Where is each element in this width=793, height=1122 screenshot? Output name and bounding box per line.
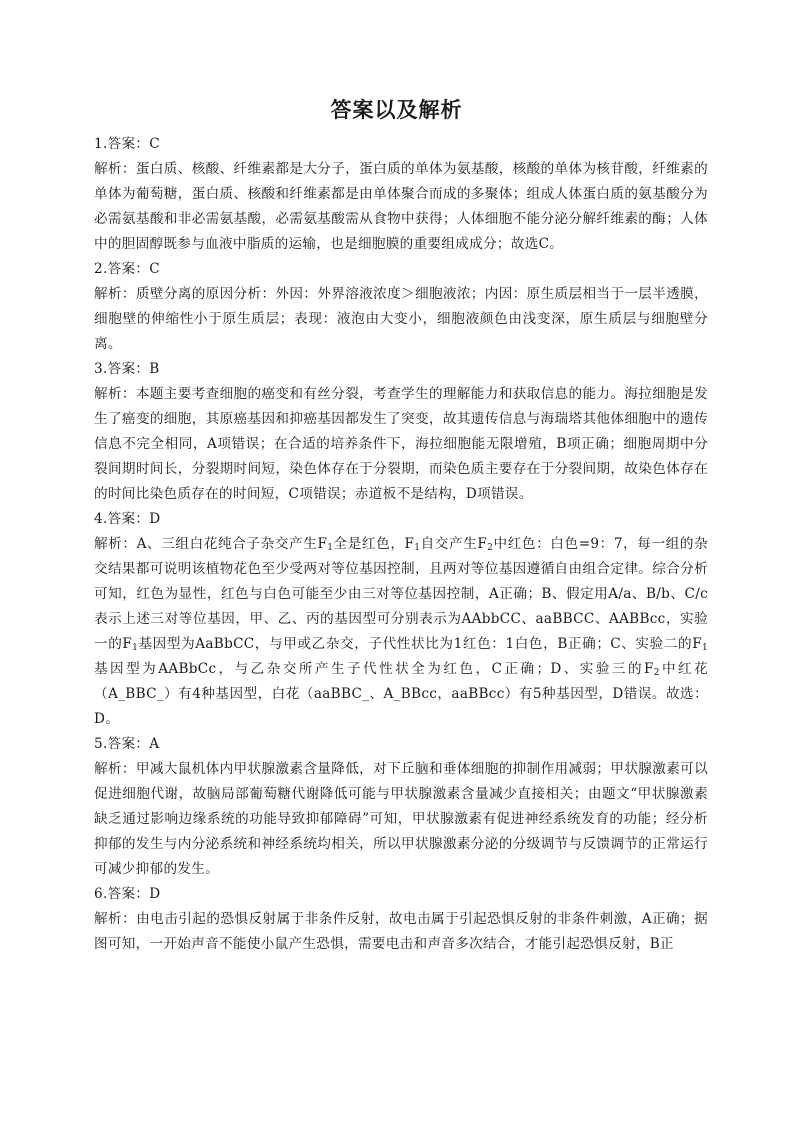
explanation-4: 解析：A、三组白花纯合子杂交产生$F_1$全是红色，$F_1$自交产生$F_2$中红色：白色=9：7，每一组的杂交结果都可说明该植物花色至少受两对等位基因控制，且两对等位基因遵循自由组合定律。综合分析可知，红色为显性，红色与白色可能至少由三对等位基因控制，A正确；B、假定用A/a、B/b、C/c表示上述三对等位基因，甲、乙、丙的基因型可分别表示为AAbbCC、aaBBCC、AABBcc，实验一的$F_1$基因型为AaBbCC，与甲或乙杂交，子代性状比为1红色：1白色，B正确；C、实验二的$F_1$基因型为AABbCc，与乙杂交所产生子代性状全为红色，C正确；D、实验三的$F_2$中红花（A_BBC_）有4种基因型，白花（aaBBC_、A_BBcc，aaBBcc）有5种基因型，D错误。故选：D。 <box>94 536 709 727</box>
answer-1: 1.答案：C <box>94 136 160 152</box>
answer-5: 5.答案：A <box>94 736 160 752</box>
explanation-1: 解析：蛋白质、核酸、纤维素都是大分子，蛋白质的单体为氨基酸，核酸的单体为核苷酸，纤维素的单体为葡萄糖，蛋白质、核酸和纤维素都是由单体聚合而成的多聚体；组成人体蛋白质的氨基酸分为必需氨基酸和非必需氨基酸，必需氨基酸需从食物中获得；人体细胞不能分泌分解纤维素的酶；人体中的胆固醇既参与血液中脂质的运输，也是细胞膜的重要组成成分；故选C。 <box>94 161 708 252</box>
explanation-6: 解析：由电击引起的恐惧反射属于非条件反射，故电击属于引起恐惧反射的非条件刺激，A正确；据图可知，一开始声音不能使小鼠产生恐惧，需要电击和声音多次结合，才能引起恐惧反射，B正 <box>94 911 708 952</box>
answer-4: 4.答案：D <box>94 511 161 527</box>
page-title: 答案以及解析 <box>330 98 463 122</box>
explanation-5: 解析：甲减大鼠机体内甲状腺激素含量降低，对下丘脑和垂体细胞的抑制作用减弱；甲状腺激素可以促进细胞代谢，故脑局部葡萄糖代谢降低可能与甲状腺激素含量减少直接相关；由题文“甲状腺激素缺乏通过影响边缘系统的功能导致抑郁障碍”可知，甲状腺激素有促进神经系统发育的功能；经分析抑郁的发生与内分泌系统和神经系统均相关，所以甲状腺激素分泌的分级调节与反馈调节的正常运行可减少抑郁的发生。 <box>94 761 708 877</box>
answer-list <box>94 132 708 957</box>
answer-2: 2.答案：C <box>94 261 160 277</box>
answer-6: 6.答案：D <box>94 886 161 902</box>
answer-3: 3.答案：B <box>94 361 160 377</box>
explanation-2: 解析：质壁分离的原因分析：外因：外界溶液浓度＞细胞液浓；内因：原生质层相当于一层半透膜，细胞壁的伸缩性小于原生质层；表现：液泡由大变小，细胞液颜色由浅变深，原生质层与细胞壁分离。 <box>94 286 708 352</box>
explanation-3: 解析：本题主要考查细胞的癌变和有丝分裂，考查学生的理解能力和获取信息的能力。海拉细胞是发生了癌变的细胞，其原癌基因和抑癌基因都发生了突变，故其遗传信息与海瑞塔其他体细胞中的遗传信息不完全相同，A项错误；在合适的培养条件下，海拉细胞能无限增殖，B项正确；细胞周期中分裂间期时间长，分裂期时间短，染色体存在于分裂期，而染色质主要存在于分裂间期，故染色体存在的时间比染色质存在的时间短，C项错误；赤道板不是结构，D项错误。 <box>94 386 708 502</box>
